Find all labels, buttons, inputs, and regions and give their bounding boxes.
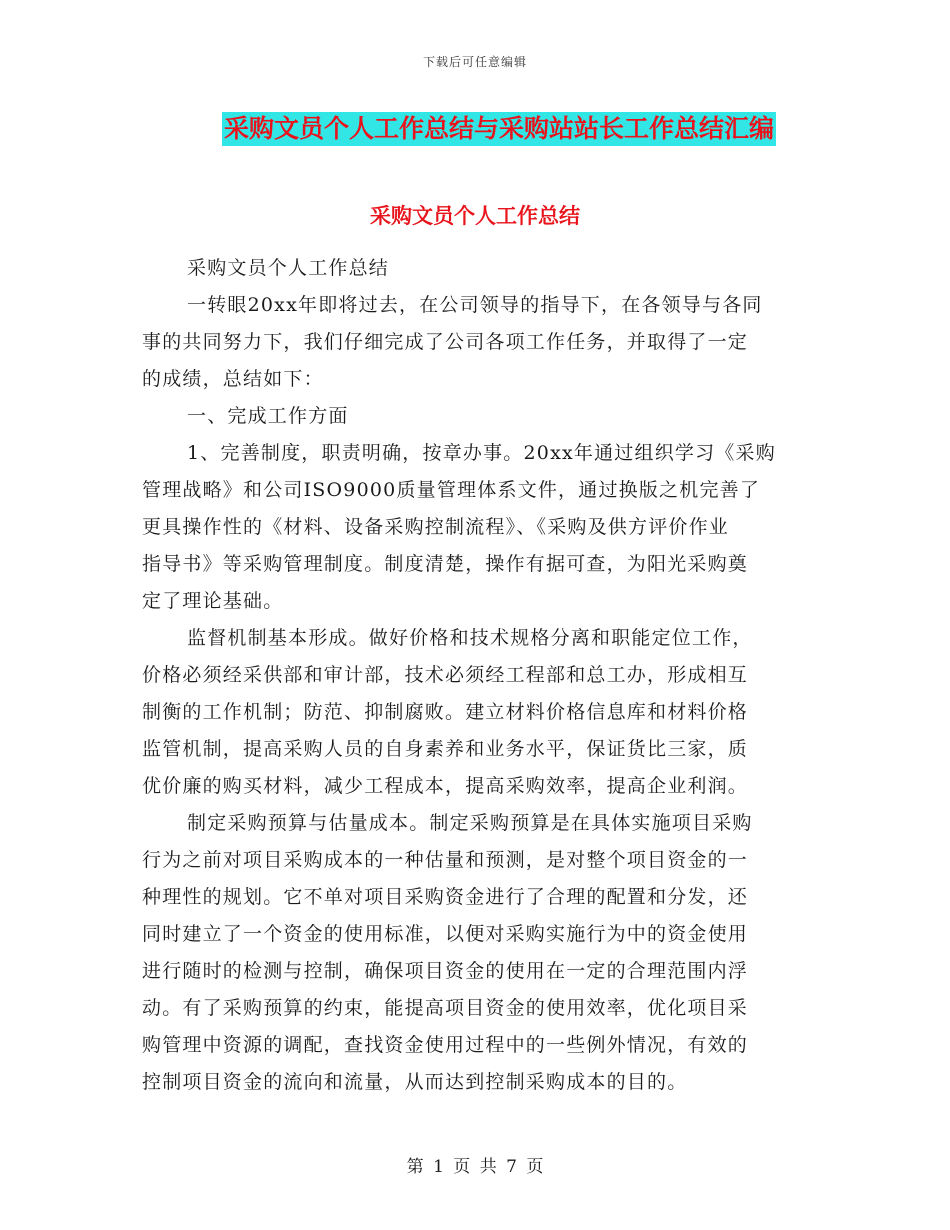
text-line: 价格必须经采供部和审计部，技术必须经工程部和总工办，形成相互 xyxy=(142,664,749,686)
page-header-note: 下载后可任意编辑 xyxy=(422,55,527,69)
text-line: 一、完成工作方面 xyxy=(187,405,349,427)
text-line: 事的共同努力下，我们仔细完成了公司各项工作任务，并取得了一定 xyxy=(142,331,749,353)
text-line: 购管理中资源的调配，查找资金使用过程中的一些例外情况，有效的 xyxy=(142,1034,749,1056)
main-title: 采购文员个人工作总结与采购站站长工作总结汇编 xyxy=(222,112,776,146)
text-line: 种理性的规划。它不单对项目采购资金进行了合理的配置和分发，还 xyxy=(142,886,749,908)
text-line: 同时建立了一个资金的使用标准，以便对采购实施行为中的资金使用 xyxy=(142,923,749,945)
text-line: 行为之前对项目采购成本的一种估量和预测，是对整个项目资金的一 xyxy=(142,849,749,871)
text-line: 的成绩，总结如下： xyxy=(142,368,324,390)
text-line: 采购文员个人工作总结 xyxy=(187,257,390,279)
text-line: 管理战略》和公司ISO9000质量管理体系文件，通过换版之机完善了 xyxy=(142,479,761,501)
text-line: 1、完善制度，职责明确，按章办事。20xx年通过组织学习《采购 xyxy=(187,442,776,464)
text-line: 制衡的工作机制；防范、抑制腐败。建立材料价格信息库和材料价格 xyxy=(142,701,749,723)
text-line: 定了理论基础。 xyxy=(142,590,284,612)
body-text xyxy=(142,250,797,1101)
text-line: 监督机制基本形成。做好价格和技术规格分离和职能定位工作， xyxy=(187,627,753,649)
text-line: 动。有了采购预算的约束，能提高项目资金的使用效率，优化项目采 xyxy=(142,997,749,1019)
main-title-container xyxy=(0,112,950,146)
text-line: 指导书》等采购管理制度。制度清楚，操作有据可查，为阳光采购奠 xyxy=(142,553,749,575)
section-title: 采购文员个人工作总结 xyxy=(370,204,580,228)
text-line: 进行随时的检测与控制，确保项目资金的使用在一定的合理范围内浮 xyxy=(142,960,749,982)
text-line: 优价廉的购买材料，减少工程成本，提高采购效率，提高企业利润。 xyxy=(142,775,749,797)
page-footer: 第 1 页 共 7 页 xyxy=(406,1157,544,1177)
text-line: 控制项目资金的流向和流量，从而达到控制采购成本的目的。 xyxy=(142,1071,688,1093)
text-line: 制定采购预算与估量成本。制定采购预算是在具体实施项目采购 xyxy=(187,812,753,834)
text-line: 一转眼20xx年即将过去，在公司领导的指导下，在各领导与各同 xyxy=(187,294,763,316)
text-line: 更具操作性的《材料、设备采购控制流程》、《采购及供方评价作业 xyxy=(142,516,730,538)
text-line: 监管机制，提高采购人员的自身素养和业务水平，保证货比三家，质 xyxy=(142,738,749,760)
